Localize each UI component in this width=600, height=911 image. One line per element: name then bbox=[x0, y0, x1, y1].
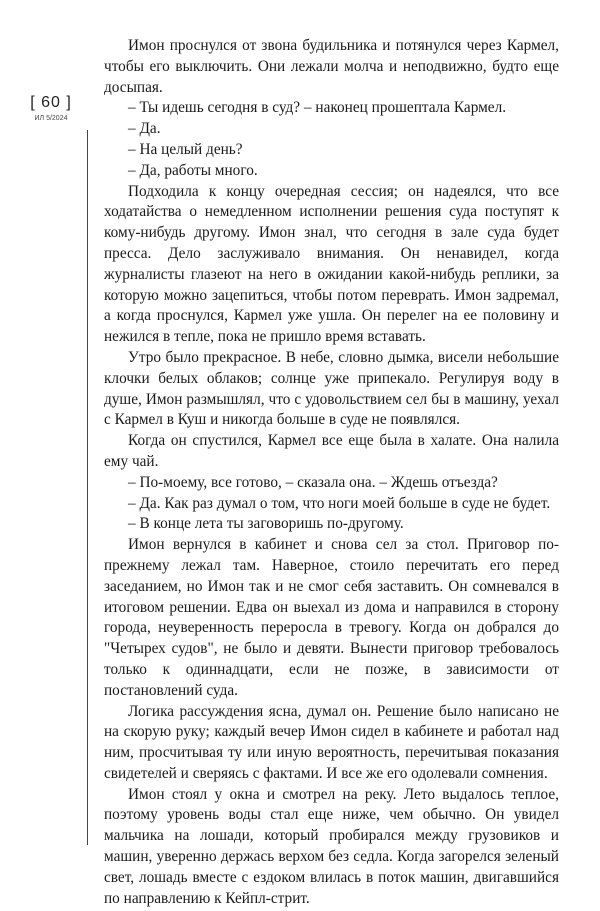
paragraph: Имон проснулся от звона будильника и потянулся через Кармел, чтобы его выключить. Они лежали молча и неподвижно, будто еще досыпая. bbox=[104, 37, 559, 96]
paragraph: – Да, работы много. bbox=[128, 161, 258, 179]
page-margin bbox=[22, 94, 90, 122]
paragraph: – Да. Как раз думал о том, что ноги моей больше в суде не будет. bbox=[128, 494, 551, 512]
text-column bbox=[104, 36, 559, 909]
paragraph: – В конце лета ты заговоришь по-другому. bbox=[128, 515, 404, 533]
journal-issue: ИЛ 5/2024 bbox=[34, 115, 68, 122]
paragraph: Имон вернулся в кабинет и снова сел за стол. Приговор по-прежнему лежал там. Наверное, стоило перечитать его перед заседанием, но Имон так и не смог себя заставить. Он сомневался в итоговом решении. Едва он выехал из дома и направился в сторону города, неуверенность переросла в тревогу. Когда он добрался до "Четырех судов", не было и девяти. Вынести приговор требовалось только к одиннадцати, если не позже, в зависимости от постановлений суда. bbox=[104, 536, 559, 699]
paragraph: – По-моему, все готово, – сказала она. – Ждешь отъезда? bbox=[128, 473, 498, 491]
paragraph: Утро было прекрасное. В небе, словно дымка, висели небольшие клочки белых облаков; солнце уже припекало. Регулируя воду в душе, Имон размышлял, что с удовольствием сел бы в машину, уехал с Кармел в Куш и никогда больше в суде не появлялся. bbox=[104, 348, 559, 429]
paragraph: – Ты идешь сегодня в суд? – наконец прошептала Кармел. bbox=[128, 99, 507, 117]
paragraph: Имон стоял у окна и смотрел на реку. Лето выдалось теплое, поэтому уровень воды стал еще ниже, чем обычно. Он увидел мальчика на лошади, который пробирался между грузовиков и машин, уверенно держась верхом без седла. Когда загорелся зеленый свет, лошадь вместе с ездоком влилась в поток машин, двигавшийся по направлению к Кейпл-стрит. bbox=[104, 785, 559, 907]
paragraph: – На целый день? bbox=[128, 140, 243, 158]
margin-rule bbox=[87, 130, 88, 845]
paragraph: Когда он спустился, Кармел все еще была в халате. Она налила ему чай. bbox=[104, 432, 559, 470]
paragraph: Подходила к концу очередная сессия; он надеялся, что все ходатайства о немедленном исполнении решения суда поступят к кому-нибудь другому. Имон знал, что сегодня в зале суда будет пресса. Дело заслуживало внимания. Он ненавидел, когда журналисты глазеют на него в ожидании какой-нибудь реплики, за которую можно зацепиться, чтобы потом переврать. Имон задремал, а когда проснулся, Кармел уже ушла. Он перелег на ее половину и нежился в тепле, пока не пришло время вставать. bbox=[104, 182, 559, 346]
page-number: [ 60 ] bbox=[30, 94, 72, 111]
paragraph: Логика рассуждения ясна, думал он. Решение было написано не на скорую руку; каждый вечер Имон сидел в кабинете и работал над ним, просчитывая ту или иную вероятность, перечитывая показания свидетелей и сверяясь с фактами. И все же его одолевали сомнения. bbox=[104, 702, 559, 782]
paragraph: – Да. bbox=[128, 120, 161, 138]
